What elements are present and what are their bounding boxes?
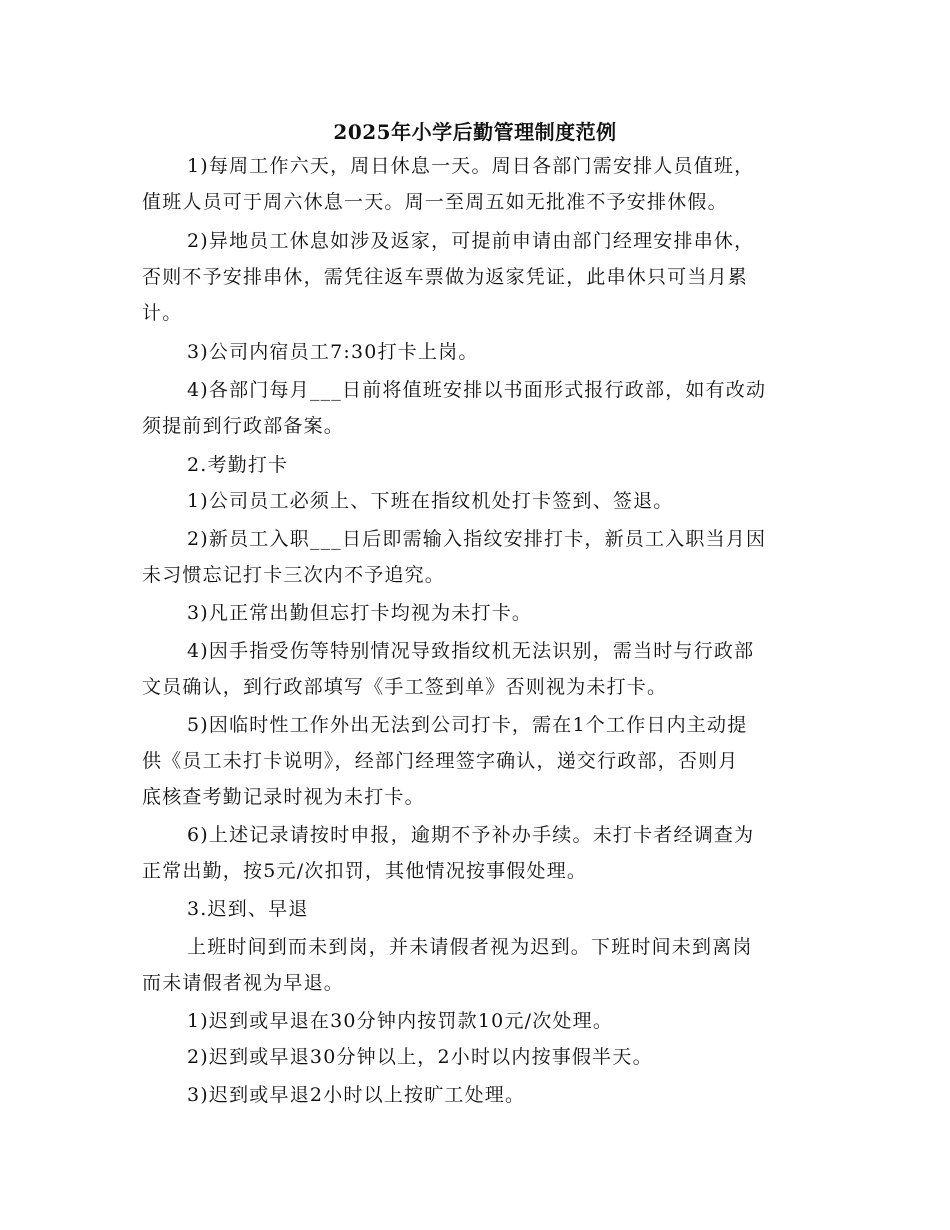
paragraph-line: 2)新员工入职___日后即需输入指纹安排打卡，新员工入职当月因 bbox=[187, 528, 767, 550]
paragraph-line: 正常出勤，按5元/次扣罚，其他情况按事假处理。 bbox=[142, 860, 588, 882]
paragraph-line: 须提前到行政部备案。 bbox=[142, 415, 345, 437]
paragraph-line: 5)因临时性工作外出无法到公司打卡，需在1个工作日内主动提 bbox=[187, 714, 748, 736]
paragraph-line: 底核查考勤记录时视为未打卡。 bbox=[142, 786, 425, 808]
paragraph-line: 上班时间到而未到岗，并未请假者视为迟到。下班时间未到离岗 bbox=[187, 936, 753, 958]
section-heading: 3.迟到、早退 bbox=[187, 898, 309, 920]
paragraph-line: 4)因手指受伤等特别情况导致指纹机无法识别，需当时与行政部 bbox=[187, 640, 755, 662]
paragraph-line: 1)迟到或早退在30分钟内按罚款10元/次处理。 bbox=[187, 1010, 614, 1032]
paragraph-line: 3)凡正常出勤但忘打卡均视为未打卡。 bbox=[187, 602, 533, 624]
paragraph-line: 1)公司员工必须上、下班在指纹机处打卡签到、签退。 bbox=[187, 490, 674, 512]
paragraph-line: 2)迟到或早退30分钟以上，2小时以内按事假半天。 bbox=[187, 1046, 653, 1068]
paragraph-line: 4)各部门每月___日前将值班安排以书面形式报行政部，如有改动 bbox=[187, 379, 767, 401]
paragraph-line: 文员确认，到行政部填写《手工签到单》否则视为未打卡。 bbox=[142, 676, 668, 698]
paragraph-line: 6)上述记录请按时申报，逾期不予补办手续。未打卡者经调查为 bbox=[187, 824, 755, 846]
paragraph-line: 3)迟到或早退2小时以上按旷工处理。 bbox=[187, 1084, 526, 1106]
paragraph-line: 未习惯忘记打卡三次内不予追究。 bbox=[142, 564, 446, 586]
paragraph-line: 供《员工未打卡说明》，经部门经理签字确认，递交行政部，否则月 bbox=[142, 750, 739, 772]
paragraph-line: 计。 bbox=[142, 302, 183, 324]
paragraph-line: 3)公司内宿员工7:30打卡上岗。 bbox=[187, 341, 479, 363]
paragraph-line: 2)异地员工休息如涉及返家，可提前申请由部门经理安排串休， bbox=[187, 230, 755, 252]
section-heading: 2.考勤打卡 bbox=[187, 454, 289, 476]
document-title: 2025年小学后勤管理制度范例 bbox=[333, 120, 617, 144]
paragraph-line: 而未请假者视为早退。 bbox=[142, 972, 345, 994]
paragraph-line: 否则不予安排串休，需凭往返车票做为返家凭证，此串休只可当月累 bbox=[142, 266, 749, 288]
paragraph-line: 值班人员可于周六休息一天。周一至周五如无批准不予安排休假。 bbox=[142, 191, 728, 213]
paragraph-line: 1)每周工作六天，周日休息一天。周日各部门需安排人员值班， bbox=[187, 155, 755, 177]
